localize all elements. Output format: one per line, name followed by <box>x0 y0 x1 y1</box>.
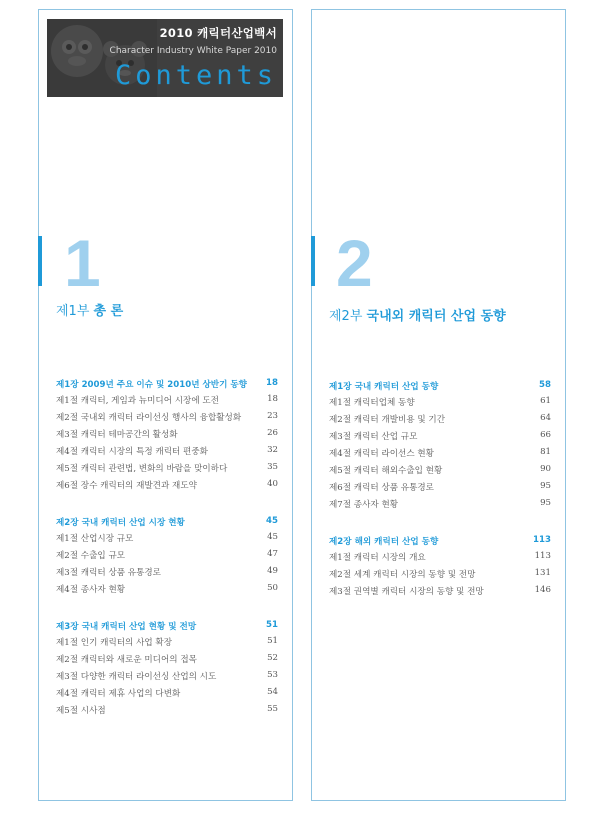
part-2-title <box>329 305 506 324</box>
banner-heading: Contents <box>114 60 277 91</box>
chapter-item[interactable] <box>329 380 551 396</box>
banner-subtitle: Character Industry White Paper 2010 <box>109 46 277 56</box>
section-page: 95 <box>540 481 551 491</box>
part-2-name: 국내외 캐릭터 산업 동향 <box>366 309 506 324</box>
section-title: 제1절 인기 캐릭터의 사업 확장 <box>56 638 173 648</box>
section-item[interactable] <box>56 462 278 479</box>
section-title: 제1절 캐릭터, 게임과 뉴미디어 시장에 도전 <box>56 396 219 406</box>
chapter-page: 113 <box>533 535 551 545</box>
section-page: 90 <box>540 464 551 474</box>
banner-title: 2010 캐릭터산업백서 <box>159 26 277 40</box>
part-1-label: 제1부 <box>56 304 90 319</box>
section-title: 제2절 캐릭터 개발비용 및 기간 <box>329 415 446 425</box>
section-item[interactable] <box>56 479 278 496</box>
chapter-title: 제1장 국내 캐릭터 산업 동향 <box>329 382 439 392</box>
section-title: 제5절 캐릭터 관련법, 변화의 바람을 맞이하다 <box>56 464 228 474</box>
section-page: 55 <box>267 704 278 714</box>
section-title: 제1절 캐릭터 시장의 개요 <box>329 553 426 563</box>
section-item[interactable] <box>56 428 278 445</box>
section-page: 52 <box>267 653 278 663</box>
section-item[interactable] <box>56 445 278 462</box>
part-1-number: 1 <box>64 226 101 300</box>
section-item[interactable] <box>56 583 278 600</box>
section-title: 제3절 권역별 캐릭터 시장의 동향 및 전망 <box>329 587 484 597</box>
chapter-item[interactable] <box>56 516 278 532</box>
chapter-title: 제2장 국내 캐릭터 산업 시장 현황 <box>56 518 185 528</box>
spacer <box>329 515 551 535</box>
part-1-name: 총 론 <box>93 304 124 319</box>
section-page: 50 <box>267 583 278 593</box>
chapter-item[interactable] <box>56 378 278 394</box>
section-page: 51 <box>267 636 278 646</box>
part-2-accent-bar <box>311 236 315 286</box>
part-2-toc <box>329 380 551 602</box>
section-page: 23 <box>267 411 278 421</box>
section-title: 제1절 산업시장 규모 <box>56 534 134 544</box>
chapter-item[interactable] <box>329 535 551 551</box>
section-title: 제4절 캐릭터 제휴 사업의 다변화 <box>56 689 181 699</box>
section-item[interactable] <box>56 653 278 670</box>
section-title: 제2절 세계 캐릭터 시장의 동향 및 전망 <box>329 570 476 580</box>
section-title: 제3절 캐릭터 테마공간의 활성화 <box>56 430 178 440</box>
section-item[interactable] <box>329 551 551 568</box>
section-item[interactable] <box>56 411 278 428</box>
chapter-page: 45 <box>266 516 278 526</box>
section-page: 45 <box>267 532 278 542</box>
section-page: 131 <box>534 568 551 578</box>
part-1-title <box>56 300 123 319</box>
section-page: 61 <box>540 396 551 406</box>
section-item[interactable] <box>329 396 551 413</box>
part-2-number: 2 <box>336 226 373 300</box>
section-item[interactable] <box>56 549 278 566</box>
chapter-title: 제3장 국내 캐릭터 산업 현황 및 전망 <box>56 622 197 632</box>
section-page: 40 <box>267 479 278 489</box>
section-item[interactable] <box>329 447 551 464</box>
section-page: 54 <box>267 687 278 697</box>
section-item[interactable] <box>329 464 551 481</box>
section-page: 49 <box>267 566 278 576</box>
section-item[interactable] <box>56 636 278 653</box>
chapter-page: 51 <box>266 620 278 630</box>
part-1-toc <box>56 378 278 721</box>
section-item[interactable] <box>329 585 551 602</box>
spacer <box>56 600 278 620</box>
section-title: 제2절 캐릭터와 새로운 미디어의 접목 <box>56 655 197 665</box>
part-1-accent-bar <box>38 236 42 286</box>
section-item[interactable] <box>329 498 551 515</box>
section-item[interactable] <box>56 394 278 411</box>
section-item[interactable] <box>329 413 551 430</box>
section-title: 제6절 장수 캐릭터의 재발견과 재도약 <box>56 481 197 491</box>
chapter-page: 18 <box>266 378 278 388</box>
section-title: 제4절 캐릭터 시장의 특정 캐릭터 편중화 <box>56 447 208 457</box>
section-item[interactable] <box>56 670 278 687</box>
section-title: 제3절 다양한 캐릭터 라이선싱 산업의 시도 <box>56 672 217 682</box>
section-title: 제7절 종사자 현황 <box>329 500 399 510</box>
section-item[interactable] <box>329 568 551 585</box>
section-title: 제3절 캐릭터 산업 규모 <box>329 432 418 442</box>
section-item[interactable] <box>56 687 278 704</box>
section-title: 제1절 캐릭터업체 동향 <box>329 398 415 408</box>
section-page: 47 <box>267 549 278 559</box>
section-page: 95 <box>540 498 551 508</box>
section-page: 53 <box>267 670 278 680</box>
section-item[interactable] <box>329 430 551 447</box>
section-page: 66 <box>540 430 551 440</box>
section-title: 제3절 캐릭터 상품 유통경로 <box>56 568 161 578</box>
section-title: 제4절 캐릭터 라이선스 현황 <box>329 449 434 459</box>
chapter-item[interactable] <box>56 620 278 636</box>
chapter-title: 제1장 2009년 주요 이슈 및 2010년 상반기 동향 <box>56 380 247 390</box>
contents-banner <box>47 19 283 97</box>
section-title: 제5절 시사점 <box>56 706 106 716</box>
section-title: 제2절 국내외 캐릭터 라이선싱 행사의 융합활성화 <box>56 413 242 423</box>
section-page: 18 <box>267 394 278 404</box>
section-item[interactable] <box>56 532 278 549</box>
section-title: 제2절 수출입 규모 <box>56 551 126 561</box>
section-page: 146 <box>534 585 551 595</box>
chapter-title: 제2장 해외 캐릭터 산업 동향 <box>329 537 439 547</box>
section-item[interactable] <box>56 704 278 721</box>
section-page: 64 <box>540 413 551 423</box>
section-title: 제4절 종사자 현황 <box>56 585 126 595</box>
section-item[interactable] <box>329 481 551 498</box>
section-page: 113 <box>534 551 551 561</box>
spacer <box>56 496 278 516</box>
section-page: 26 <box>267 428 278 438</box>
section-item[interactable] <box>56 566 278 583</box>
section-page: 35 <box>267 462 278 472</box>
chapter-page: 58 <box>539 380 551 390</box>
section-title: 제6절 캐릭터 상품 유통경로 <box>329 483 434 493</box>
section-title: 제5절 캐릭터 해외수출입 현황 <box>329 466 443 476</box>
part-2-label: 제2부 <box>329 309 363 324</box>
section-page: 32 <box>267 445 278 455</box>
section-page: 81 <box>540 447 551 457</box>
